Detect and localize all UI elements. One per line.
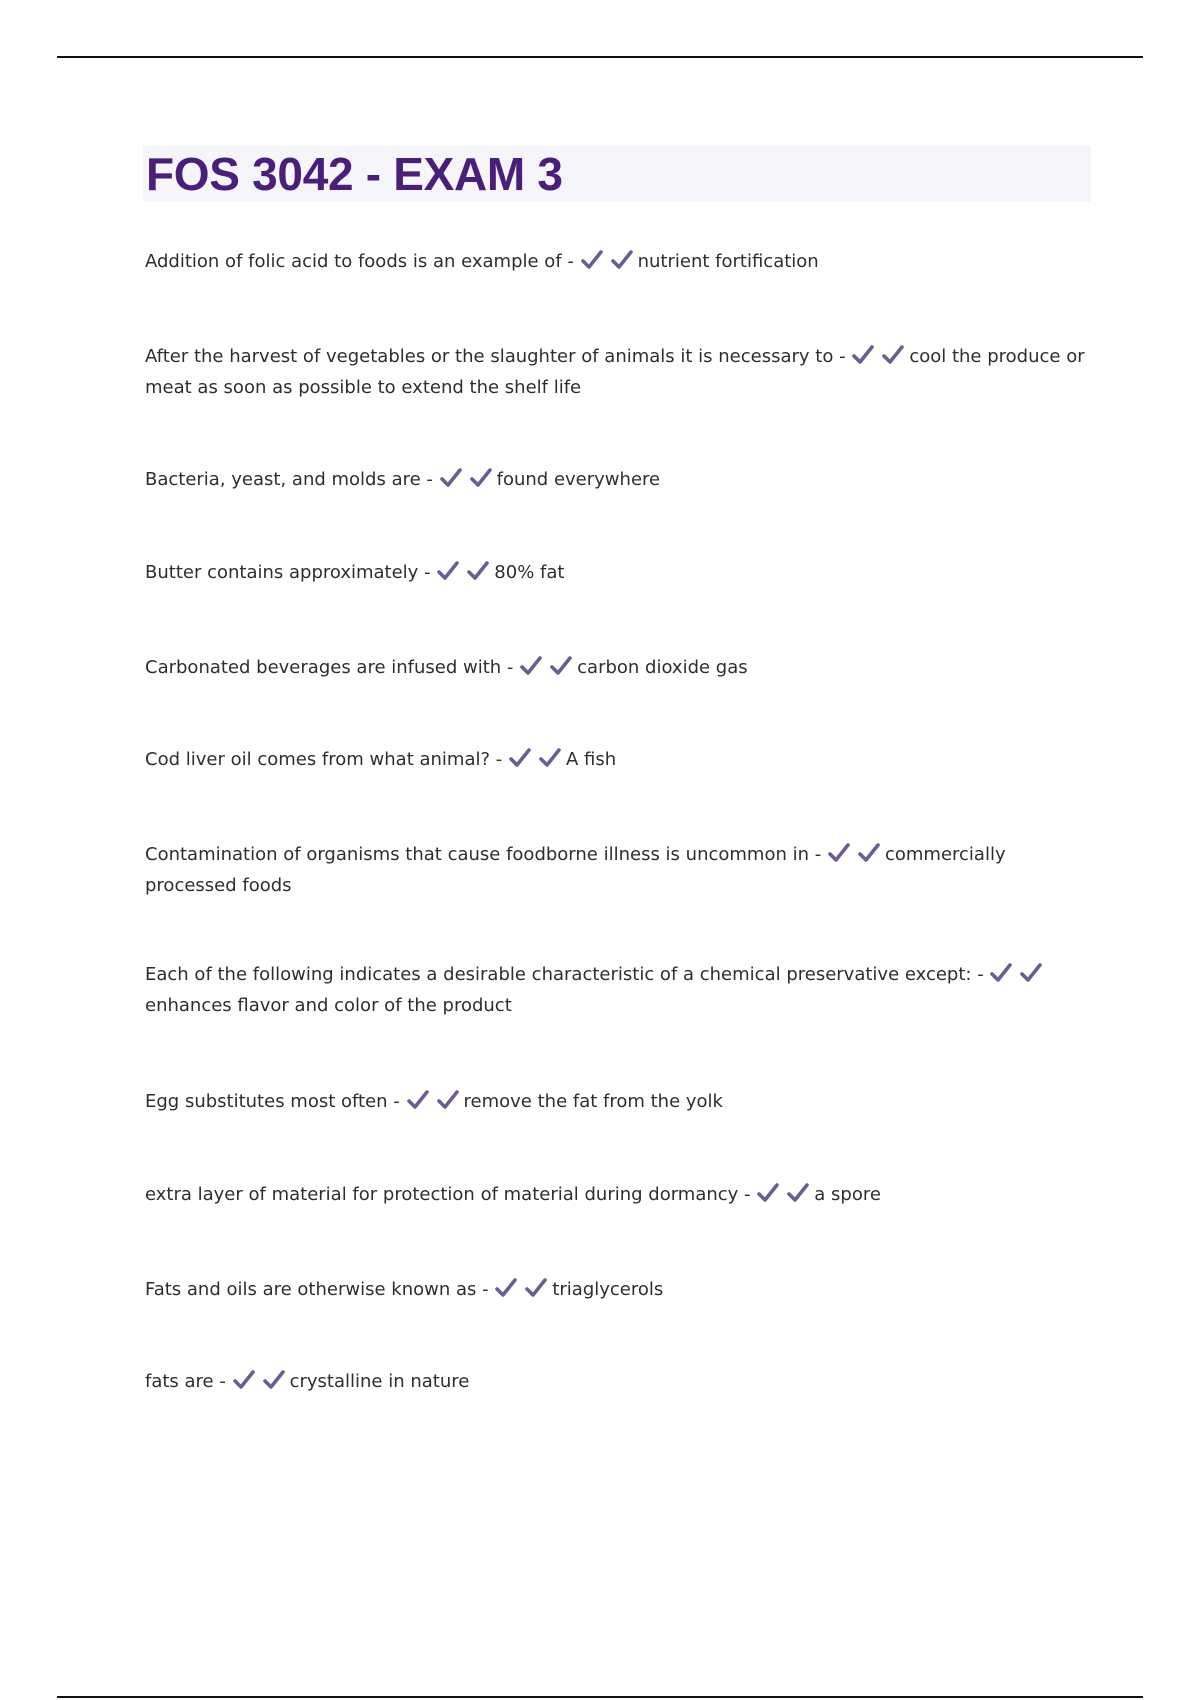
qa-item-6 xyxy=(145,744,1085,775)
check-mark-icon xyxy=(990,962,1012,982)
double-check xyxy=(581,246,636,277)
check-mark-icon xyxy=(757,1182,779,1202)
qa-item-11 xyxy=(145,1274,1085,1305)
qa-item-1 xyxy=(145,246,1085,277)
question-text: Bacteria, yeast, and molds are xyxy=(145,469,421,490)
answer-text: 80% fat xyxy=(494,562,565,583)
separator: - xyxy=(387,1091,406,1112)
double-check xyxy=(233,1366,288,1397)
question-text: After the harvest of vegetables or the slaughter of animals it is necessary to xyxy=(145,346,834,367)
check-mark-icon xyxy=(882,344,904,364)
answer-text: a spore xyxy=(814,1184,881,1205)
check-mark-icon xyxy=(611,249,633,269)
answer-text: nutrient fortification xyxy=(637,251,819,272)
check-mark-icon xyxy=(858,842,880,862)
separator: - xyxy=(501,657,520,678)
check-mark-icon xyxy=(263,1369,285,1389)
check-mark-icon xyxy=(407,1089,429,1109)
double-check xyxy=(407,1086,462,1117)
qa-item-10 xyxy=(145,1179,1085,1210)
qa-item-3 xyxy=(145,464,1085,495)
check-mark-icon xyxy=(828,842,850,862)
double-check xyxy=(520,652,575,683)
qa-item-5 xyxy=(145,652,1085,683)
separator: - xyxy=(738,1184,757,1205)
separator: - xyxy=(420,469,439,490)
answer-text: triaglycerols xyxy=(552,1279,664,1300)
check-mark-icon xyxy=(437,560,459,580)
check-mark-icon xyxy=(1020,962,1042,982)
double-check xyxy=(990,959,1045,990)
check-mark-icon xyxy=(539,747,561,767)
question-text: Contamination of organisms that cause foodborne illness is uncommon in xyxy=(145,844,810,865)
double-check xyxy=(495,1274,550,1305)
page-title: FOS 3042 - EXAM 3 xyxy=(146,148,563,200)
separator: - xyxy=(213,1371,232,1392)
check-mark-icon xyxy=(509,747,531,767)
question-text: Addition of folic acid to foods is an example of xyxy=(145,251,562,272)
double-check xyxy=(828,839,883,870)
check-mark-icon xyxy=(470,467,492,487)
answer-text: commercially processed foods xyxy=(145,844,1006,896)
check-mark-icon xyxy=(581,249,603,269)
check-mark-icon xyxy=(440,467,462,487)
answer-text: A fish xyxy=(566,749,617,770)
check-mark-icon xyxy=(467,560,489,580)
check-mark-icon xyxy=(852,344,874,364)
question-text: Each of the following indicates a desirable characteristic of a chemical preservative except: xyxy=(145,964,972,985)
double-check xyxy=(852,341,907,372)
answer-text: remove the fat from the yolk xyxy=(463,1091,723,1112)
question-text: Cod liver oil comes from what animal? xyxy=(145,749,491,770)
qa-item-2 xyxy=(145,341,1085,403)
double-check xyxy=(757,1179,812,1210)
separator: - xyxy=(476,1279,495,1300)
qa-item-4 xyxy=(145,557,1085,588)
question-text: Egg substitutes most often xyxy=(145,1091,388,1112)
check-mark-icon xyxy=(437,1089,459,1109)
qa-item-8 xyxy=(145,959,1085,1021)
check-mark-icon xyxy=(550,655,572,675)
separator: - xyxy=(809,844,827,865)
answer-text: enhances flavor and color of the product xyxy=(145,995,512,1016)
question-text: Fats and oils are otherwise known as xyxy=(145,1279,477,1300)
check-mark-icon xyxy=(787,1182,809,1202)
question-text: extra layer of material for protection of material during dormancy xyxy=(145,1184,739,1205)
answer-text: crystalline in nature xyxy=(289,1371,470,1392)
double-check xyxy=(437,557,492,588)
top-divider xyxy=(57,56,1143,58)
answer-text: carbon dioxide gas xyxy=(577,657,748,678)
separator: - xyxy=(971,964,990,985)
check-mark-icon xyxy=(233,1369,255,1389)
separator: - xyxy=(833,346,852,367)
separator: - xyxy=(561,251,580,272)
answer-text: found everywhere xyxy=(496,469,661,490)
separator: - xyxy=(418,562,437,583)
question-text: Carbonated beverages are infused with xyxy=(145,657,502,678)
check-mark-icon xyxy=(520,655,542,675)
qa-item-12 xyxy=(145,1366,1085,1397)
check-mark-icon xyxy=(525,1277,547,1297)
separator: - xyxy=(490,749,508,770)
bottom-divider xyxy=(57,1696,1143,1698)
question-text: fats are xyxy=(145,1371,214,1392)
qa-item-9 xyxy=(145,1086,1085,1117)
question-text: Butter contains approximately xyxy=(145,562,419,583)
answer-text: cool the produce or meat as soon as possible to extend the shelf life xyxy=(145,346,1085,398)
check-mark-icon xyxy=(495,1277,517,1297)
double-check xyxy=(440,464,495,495)
double-check xyxy=(509,744,564,775)
qa-item-7 xyxy=(145,839,1085,901)
